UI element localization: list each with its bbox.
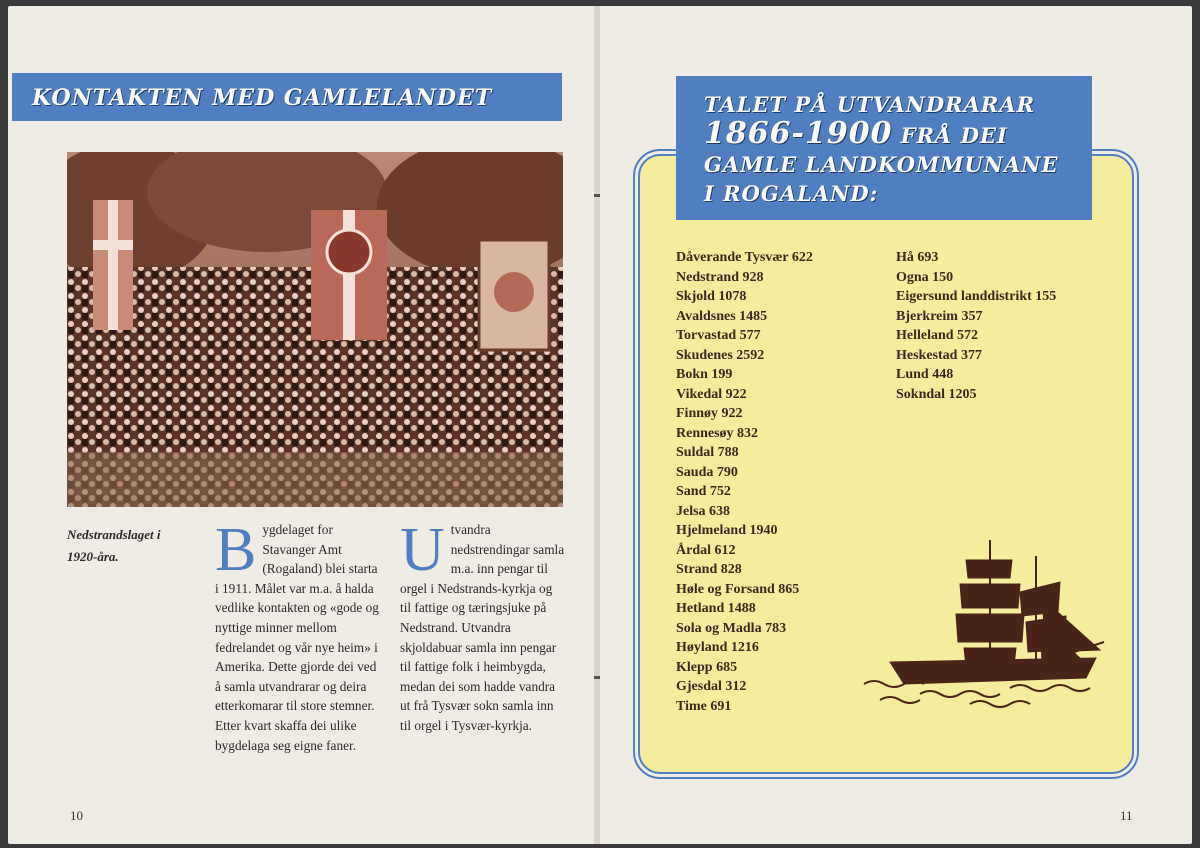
banner-line-1: TALET PÅ UTVANDRARAR xyxy=(704,92,1036,117)
list-item: Finnøy 922 xyxy=(676,406,743,421)
list-item: Bokn 199 xyxy=(676,367,733,382)
dropcap-u: U xyxy=(400,516,445,584)
paragraph-2-text: tvandra nedstrendingar samla m.a. inn pengar til orgel i Nedstrands-kyrkja og til fattige og tæringsjuke på Nedstrand. Utvandra skjoldabuar samla inn pengar til fattige folk i heimbygda, medan dei som hadde vandra ut frå Tysvær sokn samla inn til orgel i Tysvær-kyrkja. xyxy=(400,522,565,733)
list-item: Klepp 685 xyxy=(676,659,738,675)
list-item: Gjesdal 312 xyxy=(676,679,747,694)
sailing-ship-illustration xyxy=(860,538,1106,710)
list-item: Årdal 612 xyxy=(676,542,736,558)
list-item: Vikedal 922 xyxy=(676,386,747,402)
paragraph-2 xyxy=(400,516,565,736)
list-item: Hjelmeland 1940 xyxy=(676,523,778,538)
crowd-photo xyxy=(67,152,563,507)
dropcap-b: B xyxy=(215,516,257,584)
municipality-list-col1 xyxy=(676,248,813,716)
list-item: Ogna 150 xyxy=(896,269,954,285)
list-item: Dåverande Tysvær 622 xyxy=(676,250,813,265)
paragraph-1 xyxy=(215,516,380,755)
list-item: Høyland 1216 xyxy=(676,640,759,655)
list-item: Sand 752 xyxy=(676,484,731,499)
list-item: Lund 448 xyxy=(896,367,954,382)
municipality-list-col2 xyxy=(896,248,1056,404)
list-item: Skjold 1078 xyxy=(676,289,747,304)
list-item: Hå 693 xyxy=(896,250,939,265)
staple-bottom xyxy=(594,676,600,679)
list-item: Sokndal 1205 xyxy=(896,386,977,402)
list-item: Bjerkreim 357 xyxy=(896,308,983,324)
staple-top xyxy=(594,194,600,197)
right-banner-title xyxy=(676,76,1092,220)
list-item: Helleland 572 xyxy=(896,328,979,343)
list-item: Strand 828 xyxy=(676,562,742,577)
list-item: Torvastad 577 xyxy=(676,328,761,343)
list-item: Sola og Madla 783 xyxy=(676,620,787,636)
list-item: Rennesøy 832 xyxy=(676,425,759,441)
list-item: Nedstrand 928 xyxy=(676,269,764,285)
list-item: Sauda 790 xyxy=(676,464,738,480)
sailing-ship-icon xyxy=(860,538,1106,710)
list-item: Hetland 1488 xyxy=(676,601,756,616)
list-item: Eigersund landdistrikt 155 xyxy=(896,289,1057,304)
list-item: Jelsa 638 xyxy=(676,503,731,519)
list-item: Skudenes 2592 xyxy=(676,347,765,363)
photo-caption: Nedstrandslaget i 1920-åra. xyxy=(67,527,161,564)
banner-line-2 xyxy=(704,116,1092,151)
list-item: Avaldsnes 1485 xyxy=(676,308,768,324)
list-item: Time 691 xyxy=(676,698,732,714)
list-item: Høle og Forsand 865 xyxy=(676,581,800,597)
banner-years: 1866-1900 xyxy=(704,116,893,151)
page-number-left: 10 xyxy=(70,808,83,823)
list-item: Suldal 788 xyxy=(676,445,739,460)
paragraph-1-text: ygdelaget for Stavanger Amt (Rogaland) blei starta i 1911. Målet var m.a. å halda vedlike kontakten og «gode og nyttige minner mellom fedrelandet og vår nye heim» i Amerika. Dette gjorde dei ved å samla utvandrarar og deira etterkomarar til store stemner. Etter kvart skaffa dei ulike bygdelaga seg eigne faner. xyxy=(215,522,379,753)
page-number-right: 11 xyxy=(1120,808,1133,823)
list-item: Heskestad 377 xyxy=(896,347,982,363)
banner-line-3: GAMLE LANDKOMMUNANE xyxy=(704,152,1059,177)
book-gutter xyxy=(594,6,600,844)
banner-line-2-rest: FRÅ DEI xyxy=(892,123,1008,148)
left-banner-title: KONTAKTEN MED GAMLELANDET xyxy=(12,73,562,121)
crowd-with-banners-photo-icon xyxy=(67,152,563,507)
banner-line-4: I ROGALAND: xyxy=(704,181,879,206)
